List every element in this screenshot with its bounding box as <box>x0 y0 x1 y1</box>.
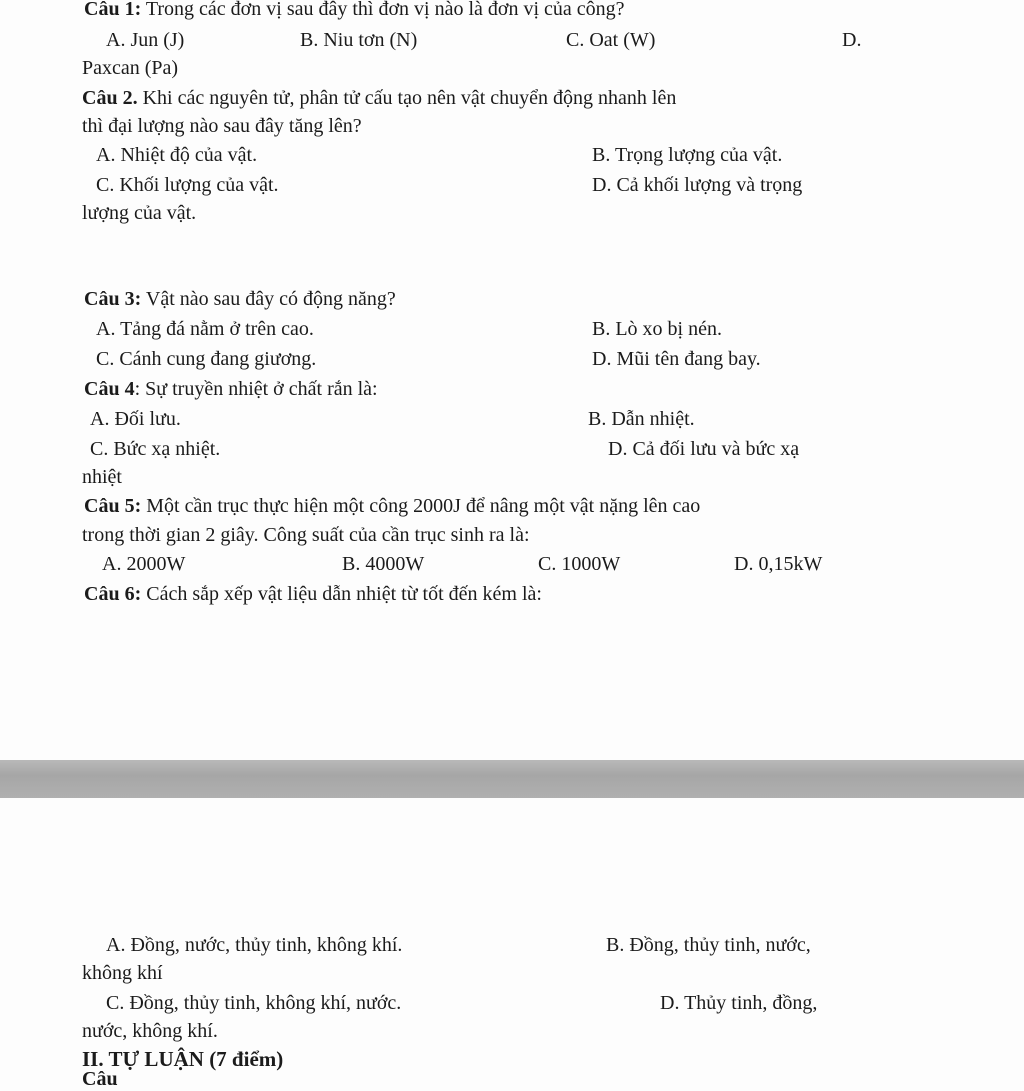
q5-option-d: D. 0,15kW <box>734 553 823 575</box>
q6-option-d: D. Thủy tinh, đồng, <box>660 992 818 1014</box>
q2-option-b: B. Trọng lượng của vật. <box>592 144 783 166</box>
q1-text: Trong các đơn vị sau đây thì đơn vị nào là đơn vị của công? <box>145 0 625 20</box>
q2-text-1: Khi các nguyên tử, phân tử cấu tạo nên vật chuyển động nhanh lên <box>142 87 677 109</box>
q6-option-a: A. Đồng, nước, thủy tinh, không khí. <box>106 934 403 956</box>
q1-option-d-cont: Paxcan (Pa) <box>82 57 179 79</box>
q5-text-2: trong thời gian 2 giây. Công suất của cần trục sinh ra là: <box>82 524 530 546</box>
page-break-band <box>0 760 1024 798</box>
q1-option-d: D. <box>842 29 862 51</box>
q2-stem <box>82 86 676 110</box>
q2-label: Câu 2. <box>82 87 138 109</box>
q4-option-d-cont: nhiệt <box>82 466 122 488</box>
q6-option-b: B. Đồng, thủy tinh, nước, <box>606 934 811 956</box>
q4-stem <box>84 377 378 401</box>
q5-option-a: A. 2000W <box>102 553 186 575</box>
q4-option-a: A. Đối lưu. <box>90 408 181 430</box>
q1-stem <box>84 0 625 21</box>
q4-option-d: D. Cả đối lưu và bức xạ <box>608 438 800 460</box>
cut-off-text: Câu <box>82 1068 118 1090</box>
q4-option-b: B. Dẫn nhiệt. <box>588 408 695 430</box>
q6-option-b-cont: không khí <box>82 962 163 984</box>
q3-option-b: B. Lò xo bị nén. <box>592 318 722 340</box>
q2-option-d: D. Cả khối lượng và trọng <box>592 174 803 196</box>
q2-text-2: thì đại lượng nào sau đây tăng lên? <box>82 115 362 137</box>
q2-option-a: A. Nhiệt độ của vật. <box>96 144 258 166</box>
q6-label: Câu 6: <box>84 583 142 605</box>
q6-option-c: C. Đồng, thủy tinh, không khí, nước. <box>106 992 402 1014</box>
q3-option-c: C. Cánh cung đang giương. <box>96 348 317 370</box>
q4-label: Câu 4 <box>84 378 135 400</box>
q3-option-a: A. Tảng đá nằm ở trên cao. <box>96 318 314 340</box>
q6-option-d-cont: nước, không khí. <box>82 1020 218 1042</box>
q6-stem <box>84 582 542 606</box>
q1-option-c: C. Oat (W) <box>566 29 656 51</box>
q4-text: : Sự truyền nhiệt ở chất rắn là: <box>134 378 378 400</box>
section-heading: II. TỰ LUẬN (7 điểm) <box>82 1047 284 1071</box>
q1-label: Câu 1: <box>84 0 142 20</box>
q3-label: Câu 3: <box>84 288 142 310</box>
q6-text: Cách sắp xếp vật liệu dẫn nhiệt từ tốt đến kém là: <box>146 583 542 605</box>
q5-option-b: B. 4000W <box>342 553 425 575</box>
q3-stem <box>84 287 396 311</box>
q2-option-c: C. Khối lượng của vật. <box>96 174 279 196</box>
q4-option-c: C. Bức xạ nhiệt. <box>90 438 221 460</box>
q2-option-d-cont: lượng của vật. <box>82 202 197 224</box>
cut-off-line <box>0 1068 120 1090</box>
q5-option-c: C. 1000W <box>538 553 621 575</box>
q3-text: Vật nào sau đây có động năng? <box>145 288 396 310</box>
q1-option-a: A. Jun (J) <box>106 29 185 51</box>
q1-option-b: B. Niu tơn (N) <box>300 29 418 51</box>
q5-label: Câu 5: <box>84 495 142 517</box>
q5-text-1: Một cần trục thực hiện một công 2000J để nâng một vật nặng lên cao <box>146 495 701 517</box>
q5-stem <box>84 494 700 518</box>
q3-option-d: D. Mũi tên đang bay. <box>592 348 761 370</box>
